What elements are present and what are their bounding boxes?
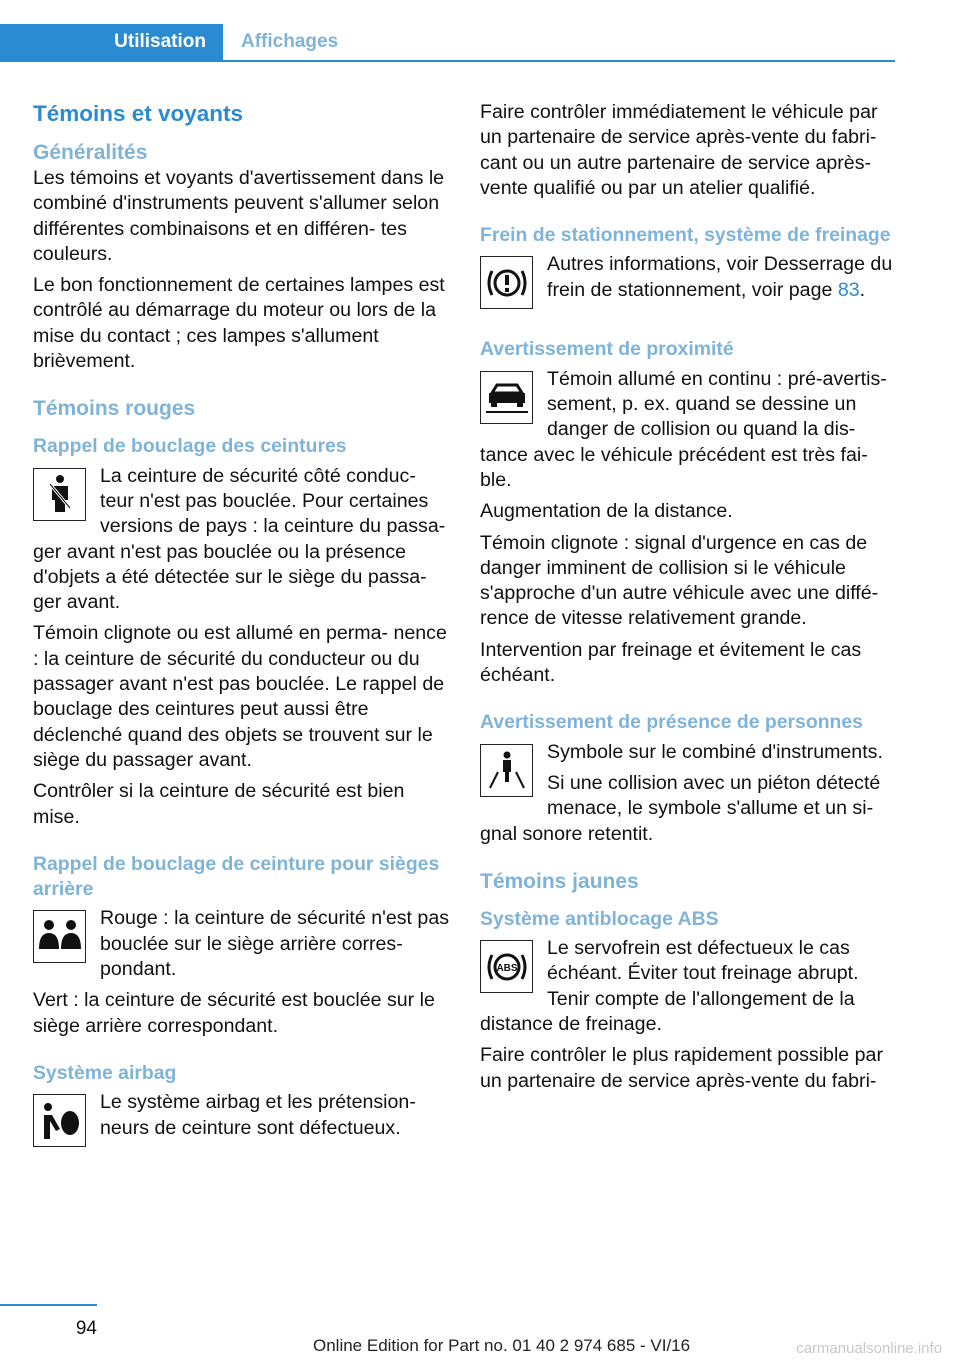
heading-personnes: Avertissement de présence de personnes bbox=[480, 711, 863, 734]
tab-underline bbox=[0, 60, 895, 62]
brake-text: Autres informations, voir Desserrage du frein de stationnement, voir page bbox=[547, 253, 893, 301]
pedestrian-warning-icon bbox=[480, 744, 533, 797]
paragraph: La ceinture de sécurité côté conduc‐ teur n'est pas bouclée. Pour certaines versions de pays : la ceinture du passa‐ ger avant n'est pas bouclée ou la présence d'objets a été détectée sur le siège du passa‐ ger avant. bbox=[33, 464, 446, 614]
heading-generalites: Généralités bbox=[33, 141, 148, 164]
paragraph: Le système airbag et les prétension‐ neurs de ceinture sont défectueux. bbox=[100, 1091, 416, 1139]
tab-utilisation[interactable] bbox=[0, 24, 223, 60]
watermark: carmanualsonline.info bbox=[796, 1340, 942, 1357]
paragraph: Faire contrôler le plus rapidement possible par un partenaire de service après-vente du fabri‐ bbox=[480, 1044, 883, 1092]
seatbelt-warning-icon bbox=[33, 468, 86, 521]
heading-frein-stationnement: Frein de stationnement, système de freinage bbox=[480, 224, 891, 247]
heading-temoins-rouges: Témoins rouges bbox=[33, 397, 196, 421]
tab-affichages-label: Affichages bbox=[241, 31, 339, 52]
paragraph: Témoin clignote : signal d'urgence en cas de danger imminent de collision si le véhicule s'approche d'un autre véhicule avec une diffé‐ rence de vitesse relativement grande. bbox=[480, 531, 879, 630]
heading-abs: Système antiblocage ABS bbox=[480, 907, 719, 930]
paragraph: Témoin clignote ou est allumé en perma‐ nence : la ceinture de sécurité du conducteur ou du passager avant n'est pas bouclée. Le rappel de bouclage des ceintures peut aussi être déclenché quand des objets se trouvent sur le siège du passager avant. bbox=[33, 622, 447, 771]
left-column bbox=[33, 100, 449, 1153]
paragraph: Les témoins et voyants d'avertissement dans le combiné d'instruments peuvent s'allumer selon différentes combinaisons et en différen‐ tes couleurs. bbox=[33, 167, 445, 265]
svg-text:ABS: ABS bbox=[495, 962, 518, 974]
brake-text-end: . bbox=[859, 278, 866, 301]
paragraph: Témoin allumé en continu : pré-avertis‐ sement, p. ex. quand se dessine un danger de collision ou quand la dis‐ tance avec le véhicule précédent est très fai‐ ble. bbox=[480, 367, 887, 491]
abs-warning-icon bbox=[480, 940, 533, 993]
page-number-rule bbox=[0, 1304, 97, 1306]
right-column bbox=[480, 100, 896, 1100]
page-link[interactable]: 83 bbox=[837, 278, 860, 301]
brake-warning-icon bbox=[480, 256, 533, 309]
section-title: Témoins et voyants bbox=[33, 101, 244, 126]
paragraph: Le bon fonctionnement de certaines lampes est contrôlé au démarrage du moteur ou lors de la mise du contact ; ces lampes s'allument brièvement. bbox=[33, 274, 445, 373]
tab-bar bbox=[0, 0, 895, 62]
paragraph: Faire contrôler immédiatement le véhicule par un partenaire de service après-vente du fabri‐ cant ou un autre partenaire de service après- vente qualifié ou par un atelier qualifié. bbox=[480, 101, 878, 199]
rear-seatbelt-icon bbox=[33, 910, 86, 963]
tab-affichages[interactable] bbox=[224, 24, 424, 60]
car-proximity-icon bbox=[480, 371, 533, 424]
page-number-value: 94 bbox=[75, 1318, 97, 1339]
paragraph: Rouge : la ceinture de sécurité n'est pas bouclée sur le siège arrière corres‐ pondant. bbox=[100, 907, 450, 981]
heading-airbag: Système airbag bbox=[33, 1061, 177, 1084]
paragraph: Augmentation de la distance. bbox=[480, 500, 733, 523]
paragraph: Si une collision avec un piéton détecté menace, le symbole s'allume et un si‐ gnal sonore retentit. bbox=[480, 771, 881, 845]
paragraph: Symbole sur le combiné d'instruments. bbox=[547, 740, 883, 763]
airbag-warning-icon bbox=[33, 1094, 86, 1147]
heading-rappel-arriere: Rappel de bouclage de ceinture pour sièges arrière bbox=[33, 852, 440, 901]
paragraph: Intervention par freinage et évitement le cas échéant. bbox=[480, 638, 862, 687]
paragraph: Le servofrein est défectueux le cas échéant. Éviter tout freinage abrupt. Tenir compte de l'allongement de la distance de freinage. bbox=[480, 937, 859, 1036]
heading-temoins-jaunes: Témoins jaunes bbox=[480, 869, 639, 893]
heading-proximite: Avertissement de proximité bbox=[480, 338, 734, 361]
footer-edition: Online Edition for Part no. 01 40 2 974 685 - VI/16 bbox=[313, 1336, 691, 1355]
heading-rappel-ceintures: Rappel de bouclage des ceintures bbox=[33, 435, 347, 458]
tab-utilisation-label: Utilisation bbox=[114, 31, 206, 52]
paragraph bbox=[480, 252, 896, 303]
paragraph: Vert : la ceinture de sécurité est bouclée sur le siège arrière correspondant. bbox=[33, 989, 435, 1037]
paragraph: Contrôler si la ceinture de sécurité est bien mise. bbox=[33, 780, 405, 828]
